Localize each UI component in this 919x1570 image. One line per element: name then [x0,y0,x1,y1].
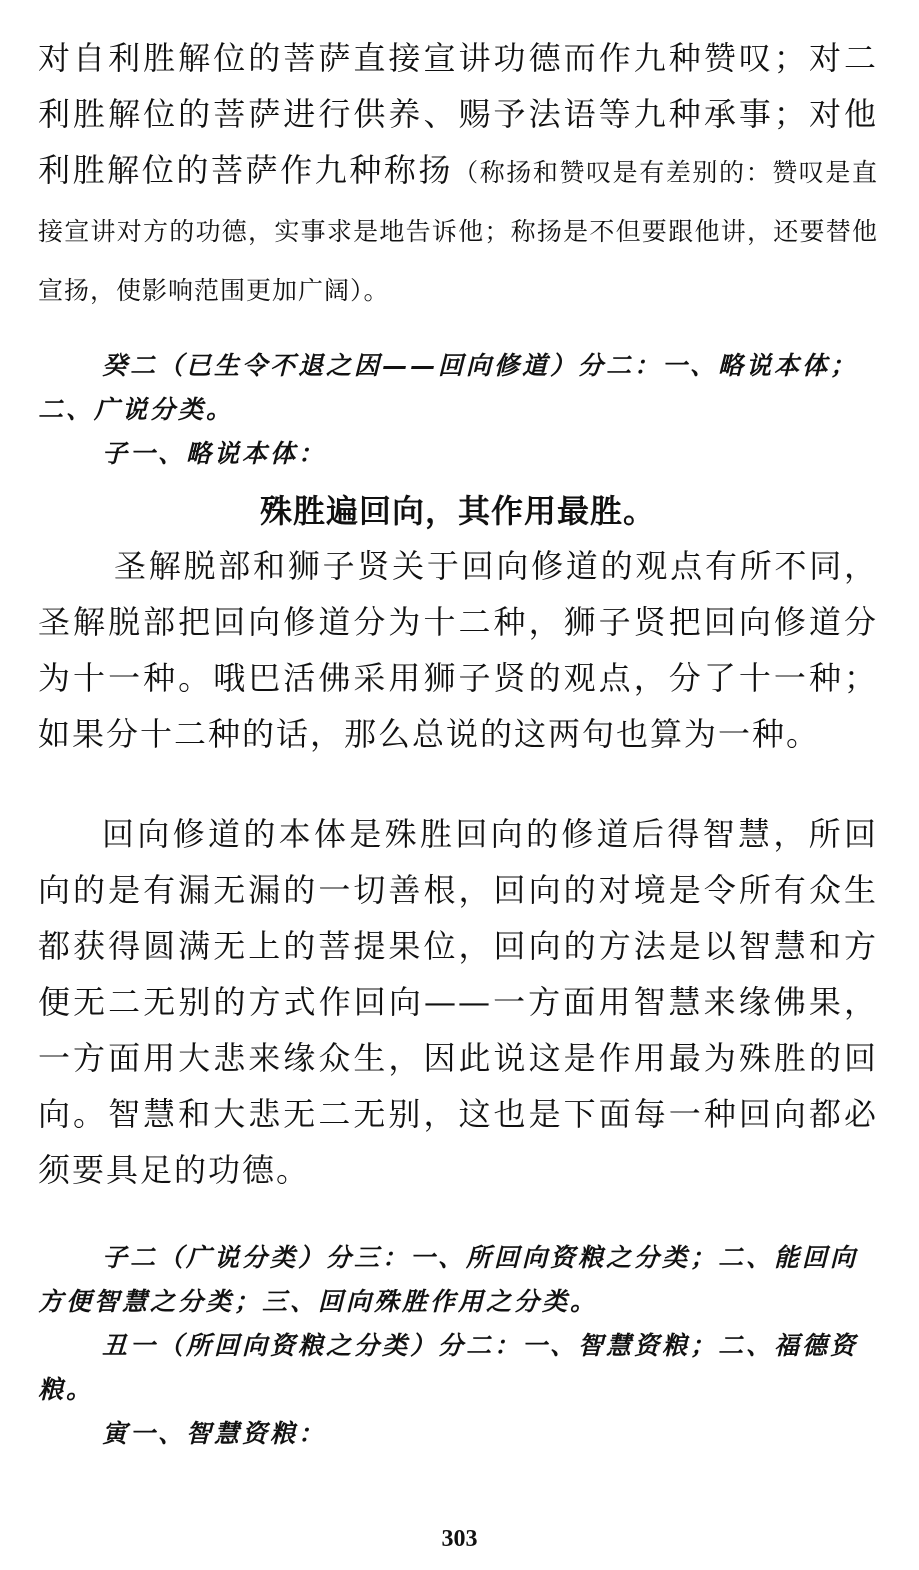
root-verse: 殊胜遍回向，其作用最胜。 [259,492,656,530]
paragraph-main-text: 对自利胜解位的菩萨直接宣讲功德而作九种赞叹；对二利胜解位的菩萨进行供养、赐予法语等九种承事；对他利胜解位的菩萨作九种称扬 [38,39,878,189]
page-number: 303 [441,1526,478,1552]
paragraph-praise-service [38,30,878,319]
subsection-heading-yin-yi: 寅一、智慧资粮： [102,1419,327,1448]
paragraph-classification-views: 圣解脱部和狮子贤关于回向修道的观点有所不同，圣解脱部把回向修道分为十二种，狮子贤把回向修道分为十一种。哦巴活佛采用狮子贤的观点，分了十一种；如果分十二种的话，那么总说的这两句也算为一种。 [38,547,878,753]
section-heading-gui-er: 癸二（已生令不退之因——回向修道）分二：一、略说本体；二、广说分类。 [38,351,859,424]
subsection-heading-chou-yi: 丑一（所回向资粮之分类）分二：一、智慧资粮；二、福德资粮。 [38,1331,859,1404]
subsection-heading-zi-er: 子二（广说分类）分三：一、所回向资粮之分类；二、能回向方便智慧之分类；三、回向殊胜作用之分类。 [38,1243,859,1316]
paragraph-dedication-essence: 回向修道的本体是殊胜回向的修道后得智慧，所回向的是有漏无漏的一切善根，回向的对境是令所有众生都获得圆满无上的菩提果位，回向的方法是以智慧和方便无二无别的方式作回向——一方面用智慧来缘佛果，一方面用大悲来缘众生，因此说这是作用最为殊胜的回向。智慧和大悲无二无别，这也是下面每一种回向都必须要具足的功德。 [38,815,878,1189]
paragraph-note-text: （称扬和赞叹是有差别的：赞叹是直接宣讲对方的功德，实事求是地告诉他；称扬是不但要跟他讲，还要替他宣扬，使影响范围更加广阔）。 [38,158,878,305]
subsection-heading-zi-yi: 子一、略说本体： [102,439,327,468]
